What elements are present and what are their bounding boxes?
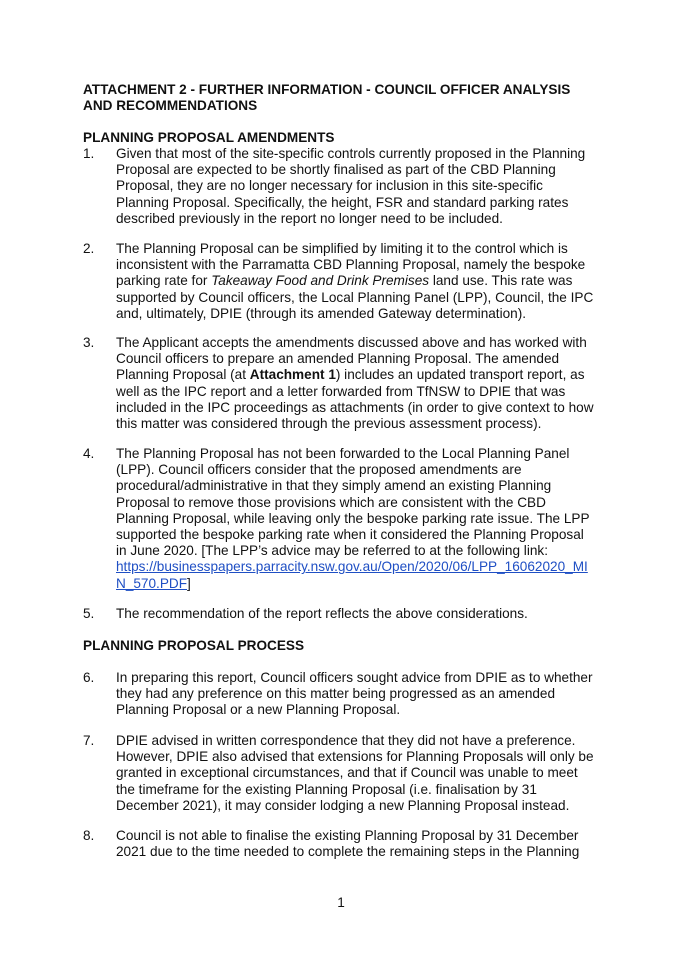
text-line: supported the bespoke parking rate when it considered the Planning Proposal <box>116 527 584 543</box>
section-heading-process: PLANNING PROPOSAL PROCESS <box>83 638 305 653</box>
title-line-2: AND RECOMMENDATIONS <box>83 98 258 114</box>
text-line <box>116 367 613 383</box>
text-line: inconsistent with the Parramatta CBD Planning Proposal, namely the bespoke <box>116 257 586 273</box>
text-line <box>116 576 613 592</box>
item-text <box>116 446 613 592</box>
item-text <box>116 828 613 860</box>
text-line: well as the IPC report and a letter forwarded from TfNSW to DPIE that was <box>116 383 566 399</box>
text-line: Planning Proposal, while leaving only the bespoke parking rate issue. The LPP <box>116 510 590 526</box>
item-number: 7. <box>83 733 95 748</box>
attachment-reference-bold: Attachment 1 <box>249 367 336 383</box>
page-number: 1 <box>337 895 345 910</box>
text-segment: Planning Proposal (at <box>116 367 250 383</box>
text-line: 2021 due to the time needed to complete the remaining steps in the Planning <box>116 844 580 860</box>
text-line: In preparing this report, Council officers sought advice from DPIE as to whether <box>116 670 593 685</box>
text-line: Planning Proposal. Specifically, the height, FSR and standard parking rates <box>116 194 569 210</box>
text-line <box>116 273 613 289</box>
item-text <box>116 146 613 227</box>
text-line: Council officers to prepare an amended Planning Proposal. The amended <box>116 351 560 367</box>
item-text <box>116 335 613 432</box>
text-line: Council is not able to finalise the existing Planning Proposal by 31 December <box>116 828 579 843</box>
item-text <box>116 733 613 814</box>
text-line: Planning Proposal or a new Planning Proposal. <box>116 702 401 718</box>
attachment-title <box>83 82 613 114</box>
text-line: The Planning Proposal has not been forwarded to the Local Planning Panel <box>116 446 570 461</box>
item-number: 3. <box>83 335 95 350</box>
text-line <box>116 559 613 575</box>
text-line: described previously in the report no longer need to be included. <box>116 210 503 226</box>
item-number: 6. <box>83 670 95 685</box>
text-line: (LPP). Council officers consider that the proposed amendments are <box>116 462 522 478</box>
lpp-advice-link-continued[interactable]: N_570.PDF <box>116 575 188 591</box>
item-text <box>116 670 613 719</box>
text-line: Given that most of the site-specific controls currently proposed in the Planning <box>116 146 586 161</box>
item-number: 1. <box>83 146 95 161</box>
text-segment: land use. This rate was <box>429 273 573 289</box>
text-line: in June 2020. [The LPP’s advice may be referred to at the following link: <box>116 543 548 559</box>
item-text <box>116 606 613 622</box>
text-line: The recommendation of the report reflects the above considerations. <box>116 606 528 621</box>
title-line-1: ATTACHMENT 2 - FURTHER INFORMATION - COUNCIL OFFICER ANALYSIS <box>83 82 571 97</box>
text-line: the timeframe for the existing Planning Proposal (i.e. finalisation by 31 <box>116 781 537 797</box>
text-line: Proposal are expected to be shortly finalised as part of the CBD Planning <box>116 162 556 178</box>
lpp-advice-link[interactable]: https://businesspapers.parracity.nsw.gov.au/Open/2020/06/LPP_16062020_MI <box>116 559 588 575</box>
text-line: Proposal, they are no longer necessary for inclusion in this site-specific <box>116 178 543 194</box>
text-line: The Applicant accepts the amendments discussed above and has worked with <box>116 335 587 350</box>
item-text <box>116 241 613 322</box>
text-line: this matter was considered through the previous assessment process). <box>116 416 542 432</box>
land-use-italic: Takeaway Food and Drink Premises <box>211 273 430 289</box>
text-line: December 2021), it may consider lodging a new Planning Proposal instead. <box>116 797 570 813</box>
text-line: and, ultimately, DPIE (through its amended Gateway determination). <box>116 305 527 321</box>
item-number: 2. <box>83 241 95 256</box>
text-line: Proposal to remove those provisions which are consistent with the CBD <box>116 494 546 510</box>
text-line: DPIE advised in written correspondence that they did not have a preference. <box>116 733 576 748</box>
text-line: they had any preference on this matter being progressed as an amended <box>116 686 556 702</box>
item-number: 5. <box>83 606 95 621</box>
text-line: granted in exceptional circumstances, and that if Council was unable to meet <box>116 765 578 781</box>
text-segment: ] <box>187 575 191 591</box>
text-line: included in the IPC proceedings as attachments (in order to give context to how <box>116 399 594 415</box>
text-line: The Planning Proposal can be simplified by limiting it to the control which is <box>116 241 568 256</box>
section-heading-amendments: PLANNING PROPOSAL AMENDMENTS <box>83 130 335 145</box>
text-line: procedural/administrative in that they simply amend an existing Planning <box>116 478 552 494</box>
text-line: supported by Council officers, the Local Planning Panel (LPP), Council, the IPC <box>116 289 594 305</box>
item-number: 8. <box>83 828 95 843</box>
text-segment: ) includes an updated transport report, as <box>335 367 585 383</box>
text-line: However, DPIE also advised that extensions for Planning Proposals will only be <box>116 749 594 765</box>
item-number: 4. <box>83 446 95 461</box>
text-segment: parking rate for <box>116 273 212 289</box>
